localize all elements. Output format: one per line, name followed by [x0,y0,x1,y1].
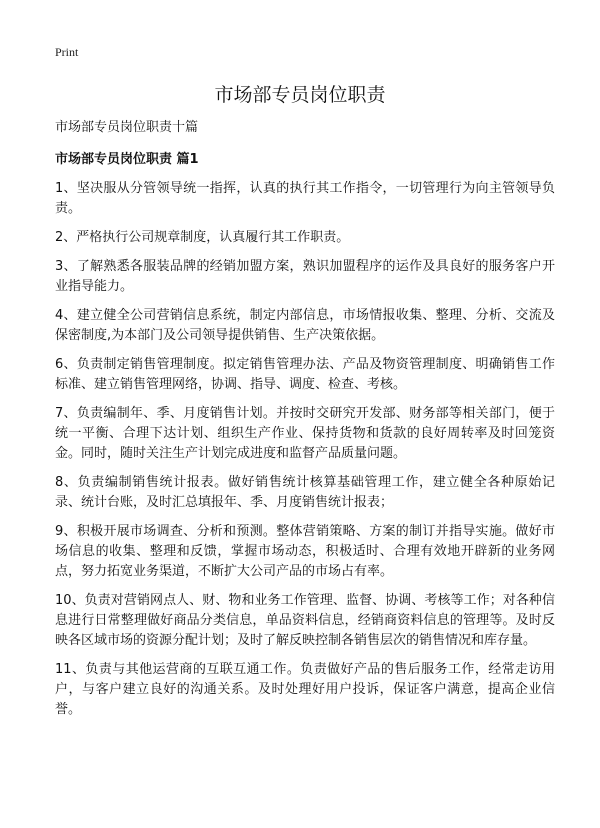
duty-paragraph-8: 8、负责编制销售统计报表。做好销售统计核算基础管理工作，建立健全各种原始记录、统计台账，及时汇总填报年、季、月度销售统计报表； [55,475,555,510]
section-heading: 市场部专员岗位职责 篇1 [55,152,199,167]
duty-paragraph-6: 6、负责制定销售管理制度。拟定销售管理办法、产品及物资管理制度、明确销售工作标准、建立销售管理网络，协调、指导、调度、检查、考核。 [55,357,555,392]
duty-paragraph-2: 2、严格执行公司规章制度，认真履行其工作职责。 [55,230,350,245]
print-link[interactable]: Print [55,45,79,59]
duty-paragraph-9: 9、积极开展市场调查、分析和预测。整体营销策略、方案的制订并指导实施。做好市场信息的收集、整理和反馈，掌握市场动态，积极适时、合理有效地开辟新的业务网点，努力拓宽业务渠道，不断扩大公司产品的市场占有率。 [55,524,555,579]
document-body [55,118,555,720]
duty-paragraph-11: 11、负责与其他运营商的互联互通工作。负责做好产品的售后服务工作，经常走访用户，与客户建立良好的沟通关系。及时处理好用户投诉，保证客户满意，提高企业信誉。 [55,662,555,717]
duty-paragraph-7: 7、负责编制年、季、月度销售计划。并按时交研究开发部、财务部等相关部门，便于统一平衡、合理下达计划、组织生产作业、保持货物和货款的良好周转率及时回笼资金。同时，随时关注生产计划完成进度和监督产品质量问题。 [55,406,555,461]
duty-paragraph-3: 3、了解熟悉各服装品牌的经销加盟方案，熟识加盟程序的运作及具良好的服务客户开业指导能力。 [55,259,555,294]
document-title: 市场部专员岗位职责 [214,84,386,106]
duty-paragraph-4: 4、建立健全公司营销信息系统，制定内部信息，市场情报收集、整理、分析、交流及保密制度,为本部门及公司领导提供销售、生产决策依据。 [55,308,555,343]
document-subtitle: 市场部专员岗位职责十篇 [55,120,199,135]
duty-paragraph-10: 10、负责对营销网点人、财、物和业务工作管理、监督、协调、考核等工作；对各种信息进行日常整理做好商品分类信息，单品资料信息，经销商资料信息的管理等。及时反映各区域市场的资源分配计划；及时了解反映控制各销售层次的销售情况和库存量。 [55,593,555,648]
duty-paragraph-1: 1、坚决服从分管领导统一指挥，认真的执行其工作指令，一切管理行为向主管领导负责。 [55,181,555,216]
